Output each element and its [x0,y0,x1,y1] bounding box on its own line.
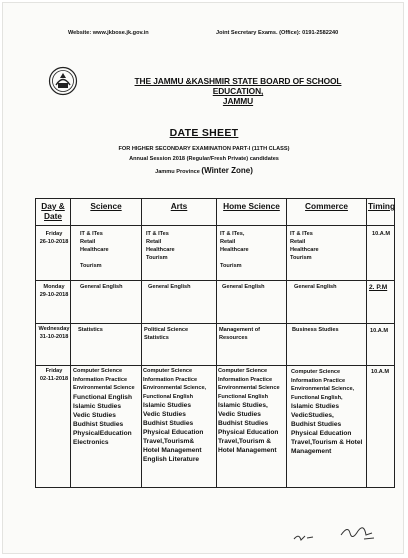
zone-label: (Winter Zone) [201,166,253,175]
row4-home-science: Computer Science Information Practice Environmental Science Functional English Islamic Studies, Vedic Studies Budhist Studies Physical Education Travel,Tourism & Hotel Management [218,368,280,455]
date-sheet-table [35,198,395,488]
row2-timing: 2. P.M [369,284,388,291]
row2-home-science: General English [222,284,265,290]
row1-commerce: IT & ITes Retail Healthcare Tourism [290,231,319,261]
signature-icon [338,523,378,545]
exam-subtitle: FOR HIGHER SECONDARY EXAMINATION PART-I (11TH CLASS) [118,146,290,152]
row4-day-date: Friday 02-11-2018 [39,368,69,382]
row1-science: IT & ITes Retail Healthcare Tourism [80,231,109,269]
page-title: DATE SHEET [169,127,239,139]
header-commerce: Commerce [305,201,348,211]
row3-home-science: Management of Resources [219,327,261,341]
province-subtitle [0,166,408,175]
row4-timing: 10.A.M [371,369,390,375]
row1-timing: 10.A.M [372,231,391,237]
website-text: Website: www.jkbose.jk.gov.in [68,30,149,36]
header-home-science: Home Science [223,201,280,211]
row2-day-date: Monday 29-10-2018 [39,284,69,298]
contact-text: Joint Secretary Exams. (Office): 0191-2582240 [216,30,339,36]
row3-timing: 10.A.M [370,328,389,334]
row1-day-date: Friday 26-10-2018 [39,231,69,245]
province-label: Jammu Province [155,169,200,175]
board-name-line2: JAMMU [222,96,254,106]
row4-arts: Computer Science Information Practice Environmental Science, Functional English Islamic Studies Vedic Studies Budhist Studies Physical Education Travel,Tourism& Hotel Management English Literature [143,368,207,464]
row2-science: General English [80,284,123,290]
header-science: Science [90,201,122,211]
row2-commerce: General English [294,284,337,290]
board-name-line1: THE JAMMU &KASHMIR STATE BOARD OF SCHOOL EDUCATION, [134,76,342,96]
row1-arts: IT & ITes Retail Healthcare Tourism [146,231,175,261]
row3-commerce: Business Studies [292,327,339,333]
header-arts: Arts [170,201,188,211]
signature-initials-icon [293,530,315,544]
row1-home-science: IT & ITes, Retail Healthcare Tourism [220,231,249,269]
header-day-date: Day & Date [41,201,65,221]
row4-science: Computer Science Information Practice Environmental Science Functional English Islamic Studies Vedic Studies Budhist Studies PhysicalEducation Electronics [73,368,135,446]
session-subtitle: Annual Session 2018 (Regular/Fresh Private) candidates [129,156,279,162]
row2-arts: General English [148,284,191,290]
header-timing: Timing [367,201,396,211]
row3-arts: Political Science Statistics [144,327,189,341]
board-emblem-icon [48,66,78,96]
board-name [114,76,362,106]
row4-commerce: Computer Science Information Practice Environmental Science, Functional English, Islamic Studies VedicStudies, Budhist Studies Physical Education Travel,Tourism & Hotel Management [291,369,363,456]
row3-science: Statistics [78,327,103,333]
row3-day-date: Wednesday 31-10-2018 [38,326,70,340]
